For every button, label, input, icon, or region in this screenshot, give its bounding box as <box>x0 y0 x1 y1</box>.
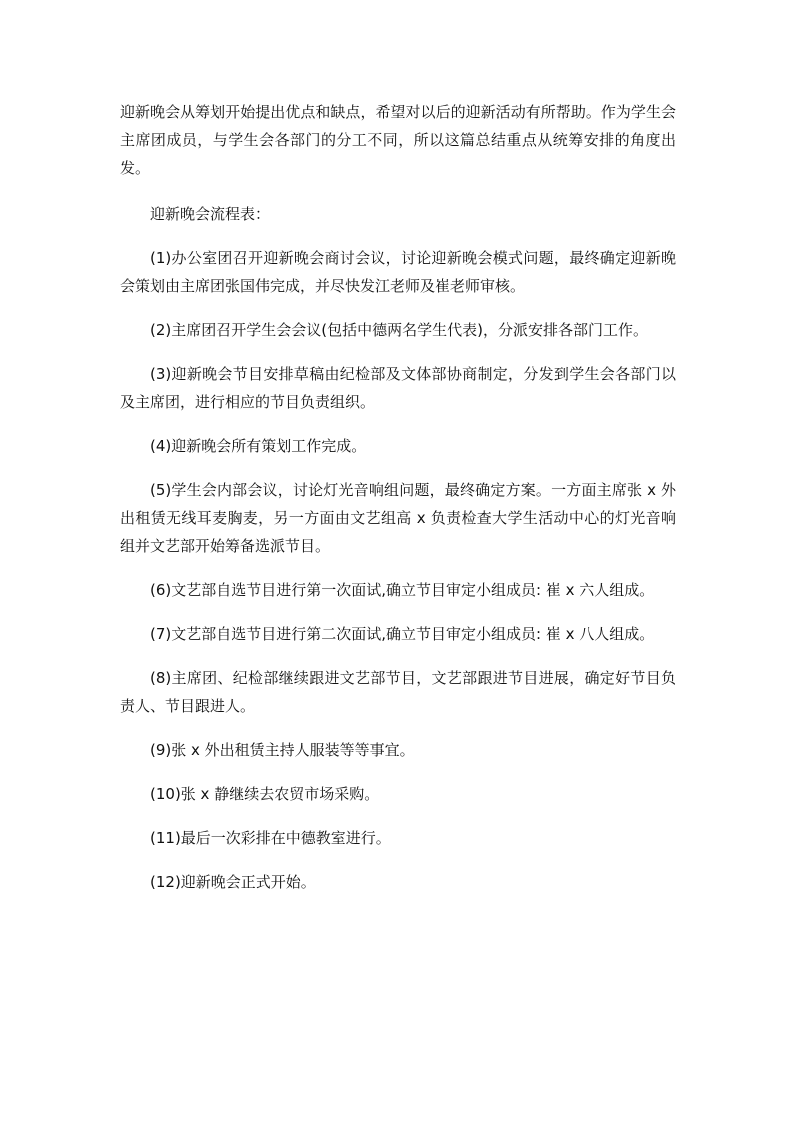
flow-step-11: (11)最后一次彩排在中德教室进行。 <box>150 829 391 847</box>
intro-paragraph: 迎新晚会从筹划开始提出优点和缺点，希望对以后的迎新活动有所帮助。作为学生会主席团成员，与学生会各部门的分工不同，所以这篇总结重点从统筹安排的角度出发。 <box>120 103 676 177</box>
flow-step-7: (7)文艺部自选节目进行第二次面试,确立节目审定小组成员: 崔 x 八人组成。 <box>150 625 655 643</box>
flow-step-2: (2)主席团召开学生会会议(包括中德两名学生代表)，分派安排各部门工作。 <box>150 321 648 339</box>
flow-step-3: (3)迎新晚会节目安排草稿由纪检部及文体部协商制定，分发到学生会各部门以及主席团，进行相应的节目负责组织。 <box>120 365 676 411</box>
flow-step-8: (8)主席团、纪检部继续跟进文艺部节目，文艺部跟进节目进展，确定好节目负责人、节目跟进人。 <box>120 669 676 715</box>
document-body <box>120 98 676 912</box>
flow-step-12: (12)迎新晚会正式开始。 <box>150 873 316 891</box>
flow-step-10: (10)张 x 静继续去农贸市场采购。 <box>150 785 380 803</box>
flow-step-4: (4)迎新晚会所有策划工作完成。 <box>150 437 367 455</box>
flow-step-5: (5)学生会内部会议，讨论灯光音响组问题，最终确定方案。一方面主席张 x 外出租赁无线耳麦胸麦，另一方面由文艺组高 x 负责检查大学生活动中心的灯光音响组并文艺部开始筹备选派节目。 <box>120 481 676 555</box>
flow-step-9: (9)张 x 外出租赁主持人服装等等事宜。 <box>150 741 415 759</box>
flow-title: 迎新晚会流程表： <box>150 205 271 223</box>
flow-step-1: (1)办公室团召开迎新晚会商讨会议，讨论迎新晚会模式问题，最终确定迎新晚会策划由主席团张国伟完成，并尽快发江老师及崔老师审核。 <box>120 249 676 295</box>
flow-step-6: (6)文艺部自选节目进行第一次面试,确立节目审定小组成员: 崔 x 六人组成。 <box>150 581 655 599</box>
